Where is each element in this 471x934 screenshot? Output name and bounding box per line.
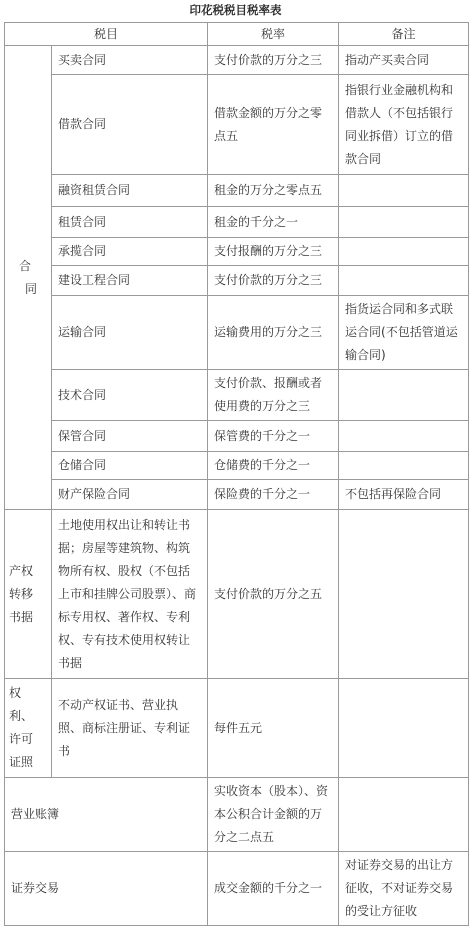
item-cell: 融资租赁合同 [52, 175, 208, 207]
table-row [5, 778, 469, 852]
note-cell [339, 175, 469, 207]
rate-cell: 支付价款、报酬或者使用费的万分之三 [208, 370, 339, 421]
category-label: 利、 [9, 709, 34, 723]
note-cell [339, 238, 469, 266]
category-label: 权 [9, 686, 22, 700]
table-row [5, 296, 469, 370]
category-label: 证照 [9, 755, 34, 769]
note-cell: 指货运合同和多式联运合同(不包括管道运输合同) [339, 296, 469, 370]
table-row [5, 46, 469, 75]
rate-cell: 支付价款的万分之三 [208, 266, 339, 296]
table-row [5, 452, 469, 480]
rate-cell: 成交金额的千分之一 [208, 852, 339, 926]
table-row [5, 421, 469, 452]
table-row [5, 510, 469, 679]
header-rate: 税率 [208, 23, 339, 46]
table-row [5, 266, 469, 296]
category-label: 产权 [9, 563, 34, 578]
category-transfer [5, 510, 52, 679]
item-cell: 建设工程合同 [52, 266, 208, 296]
note-cell [339, 452, 469, 480]
category-label: 同 [25, 281, 38, 296]
category-license [5, 679, 52, 778]
note-cell [339, 207, 469, 238]
category-label: 许可 [9, 732, 34, 746]
tax-rate-table [4, 22, 469, 926]
header-row [5, 23, 469, 46]
table-row [5, 207, 469, 238]
note-cell: 指动产买卖合同 [339, 46, 469, 75]
rate-cell: 保管费的千分之一 [208, 421, 339, 452]
rate-cell: 支付报酬的万分之三 [208, 238, 339, 266]
note-cell: 不包括再保险合同 [339, 480, 469, 510]
note-cell: 对证券交易的出让方征收，不对证券交易的受让方征收 [339, 852, 469, 926]
rate-cell: 租金的千分之一 [208, 207, 339, 238]
category-ledger: 营业账簿 [5, 778, 208, 852]
category-securities: 证券交易 [5, 852, 208, 926]
header-note: 备注 [339, 23, 469, 46]
rate-cell: 支付价款的万分之五 [208, 510, 339, 679]
item-cell: 不动产权证书、营业执照、商标注册证、专利证书 [52, 679, 208, 778]
table-row [5, 370, 469, 421]
note-cell: 指银行业金融机构和借款人（不包括银行同业拆借）订立的借款合同 [339, 75, 469, 175]
item-cell: 买卖合同 [52, 46, 208, 75]
category-label: 书据 [9, 609, 34, 624]
table-row [5, 238, 469, 266]
item-cell: 运输合同 [52, 296, 208, 370]
note-cell [339, 679, 469, 778]
rate-cell: 运输费用的万分之三 [208, 296, 339, 370]
table-row [5, 852, 469, 926]
item-cell: 技术合同 [52, 370, 208, 421]
table-row [5, 480, 469, 510]
item-cell: 保管合同 [52, 421, 208, 452]
note-cell [339, 266, 469, 296]
item-cell: 借款合同 [52, 75, 208, 175]
note-cell [339, 778, 469, 852]
rate-cell: 借款金额的万分之零点五 [208, 75, 339, 175]
category-label: 转移 [9, 586, 34, 601]
item-cell: 租赁合同 [52, 207, 208, 238]
rate-cell: 每件五元 [208, 679, 339, 778]
rate-cell: 保险费的千分之一 [208, 480, 339, 510]
table-row [5, 75, 469, 175]
note-cell [339, 370, 469, 421]
note-cell [339, 510, 469, 679]
item-cell: 仓储合同 [52, 452, 208, 480]
item-cell: 财产保险合同 [52, 480, 208, 510]
category-label: 合 [19, 258, 32, 273]
item-cell: 土地使用权出让和转让书据；房屋等建筑物、构筑物所有权、股权（不包括上市和挂牌公司股票）、商标专用权、著作权、专利权、专有技术使用权转让书据 [52, 510, 208, 679]
rate-cell: 租金的万分之零点五 [208, 175, 339, 207]
table-row [5, 679, 469, 778]
table-row [5, 175, 469, 207]
note-cell [339, 421, 469, 452]
rate-cell: 仓储费的千分之一 [208, 452, 339, 480]
header-item: 税目 [5, 23, 208, 46]
rate-cell: 支付价款的万分之三 [208, 46, 339, 75]
table-title: 印花税税目税率表 [189, 3, 282, 17]
item-cell: 承揽合同 [52, 238, 208, 266]
rate-cell: 实收资本（股本）、资本公积合计金额的万分之二点五 [208, 778, 339, 852]
category-contract [5, 46, 52, 510]
